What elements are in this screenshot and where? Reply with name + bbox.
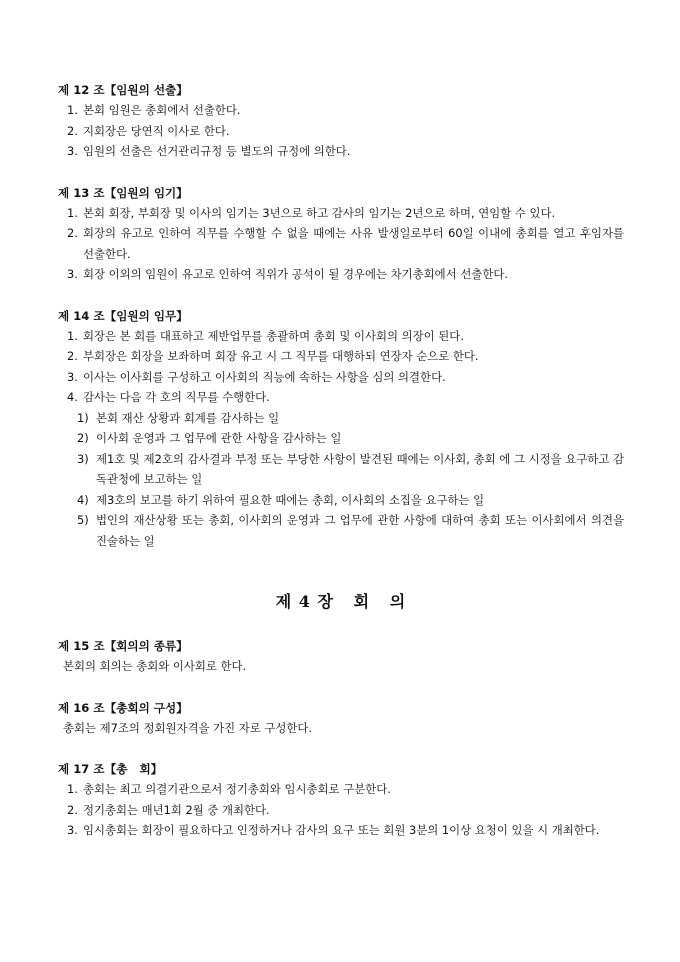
- item-text: 부회장은 회장을 보좌하며 회장 유고 시 그 직무를 대행하되 연장자 순으로 한다.: [83, 349, 479, 363]
- article-15: [58, 637, 624, 677]
- list-item: [58, 346, 624, 367]
- sub-item-text: 제1호 및 제2호의 감사결과 부정 또는 부당한 사항이 발견된 때에는 이사회, 총회 에 그 시정을 요구하고 감독관청에 보고하는 일: [96, 451, 624, 486]
- item-number: 2.: [67, 802, 78, 817]
- item-text: 정기총회는 매년1회 2월 중 개최한다.: [83, 802, 270, 817]
- spacer: [58, 738, 624, 760]
- item-text: 임시총회는 회장이 필요하다고 인정하거나 감사의 요구 또는 회원 3분의 1이상 요청이 있을 시 개최한다.: [83, 823, 600, 837]
- item-text: 감사는 다음 각 호의 직무를 수행한다.: [83, 390, 270, 404]
- list-item: [58, 326, 624, 347]
- item-number: 1.: [67, 103, 78, 117]
- list-item: [58, 820, 624, 841]
- item-number: 3.: [67, 267, 78, 281]
- item-number: 3.: [67, 823, 78, 837]
- item-text: 이사는 이사회를 구성하고 이사회의 직능에 속하는 사항을 심의 의결한다.: [83, 369, 446, 384]
- sub-item-text: 이사회 운영과 그 업무에 관한 사항을 감사하는 일: [96, 431, 342, 445]
- item-number: 2.: [67, 226, 78, 240]
- sub-item-number: 2): [77, 431, 89, 445]
- list-item: [58, 367, 624, 388]
- article-title: 제 12 조【임원의 선출】: [58, 83, 188, 97]
- list-item: [58, 121, 624, 142]
- item-number: 1.: [67, 782, 78, 796]
- article-17: [58, 760, 624, 841]
- sub-item: [58, 449, 624, 490]
- item-number: 4.: [67, 390, 78, 404]
- sub-item: [58, 510, 624, 551]
- sub-item: [58, 490, 624, 511]
- sub-item-text: 법인의 재산상황 또는 총회, 이사회의 운영과 그 업무에 관한 사항에 대하여 총회 또는 이사회에서 의견을 진술하는 일: [96, 513, 624, 548]
- article-title: 제 16 조【총회의 구성】: [58, 700, 188, 715]
- item-number: 1.: [67, 205, 78, 220]
- item-text: 회장은 본 회를 대표하고 제반업무를 총괄하며 총회 및 이사회의 의장이 된다.: [83, 328, 464, 343]
- item-number: 1.: [67, 328, 78, 343]
- item-text: 지회장은 당연직 이사로 한다.: [83, 123, 230, 138]
- article-13: [58, 184, 624, 285]
- item-text: 임원의 선출은 선거관리규정 등 별도의 규정에 의한다.: [83, 144, 351, 158]
- sub-item: [58, 408, 624, 429]
- article-16: [58, 699, 624, 739]
- item-number: 2.: [67, 349, 78, 363]
- list-item: [58, 223, 624, 264]
- list-item: [58, 779, 624, 800]
- sub-item-number: 4): [77, 492, 89, 507]
- article-title: 제 14 조【임원의 임무】: [58, 308, 188, 323]
- item-number: 3.: [67, 369, 78, 384]
- article-body: 총회는 제7조의 정회원자격을 가진 자로 구성한다.: [63, 720, 313, 735]
- list-item: [58, 387, 624, 408]
- item-text: 본회 임원은 총회에서 선출한다.: [83, 103, 241, 117]
- article-14: [58, 307, 624, 552]
- spacer: [58, 285, 624, 307]
- item-text: 총회는 최고 의결기관으로서 정기총회와 임시총회로 구분한다.: [83, 782, 391, 796]
- spacer: [58, 677, 624, 699]
- article-title: 제 15 조【회의의 종류】: [58, 639, 188, 653]
- article-title: 제 13 조【임원의 임기】: [58, 185, 188, 200]
- item-number: 3.: [67, 144, 78, 158]
- list-item: [58, 203, 624, 224]
- sub-item-text: 제3호의 보고를 하기 위하여 필요한 때에는 총회, 이사회의 소집을 요구하는 일: [96, 492, 485, 507]
- sub-item: [58, 428, 624, 449]
- item-text: 회장 이외의 임원이 유고로 인하여 직위가 공석이 될 경우에는 차기총회에서 선출한다.: [83, 267, 508, 281]
- sub-item-number: 1): [77, 410, 89, 425]
- sub-item-text: 본회 재산 상황과 회계를 감사하는 일: [96, 410, 280, 425]
- list-item: [58, 800, 624, 821]
- sub-item-number: 5): [77, 513, 89, 527]
- item-number: 2.: [67, 123, 78, 138]
- item-text: 회장의 유고로 인하여 직무를 수행할 수 없을 때에는 사유 발생일로부터 60일 이내에 총회를 열고 후임자를 선출한다.: [83, 226, 624, 261]
- list-item: [58, 264, 624, 285]
- chapter-heading: 제 4 장 회 의: [275, 592, 407, 611]
- spacer: [58, 162, 624, 184]
- article-title: 제 17 조【총 회】: [58, 762, 163, 776]
- article-body: 본회의 회의는 총회와 이사회로 한다.: [63, 659, 247, 673]
- article-12: [58, 81, 624, 162]
- list-item: [58, 141, 624, 162]
- item-text: 본회 회장, 부회장 및 이사의 임기는 3년으로 하고 감사의 임기는 2년으로 하며, 연임할 수 있다.: [83, 205, 556, 220]
- list-item: [58, 100, 624, 121]
- sub-item-number: 3): [77, 451, 89, 466]
